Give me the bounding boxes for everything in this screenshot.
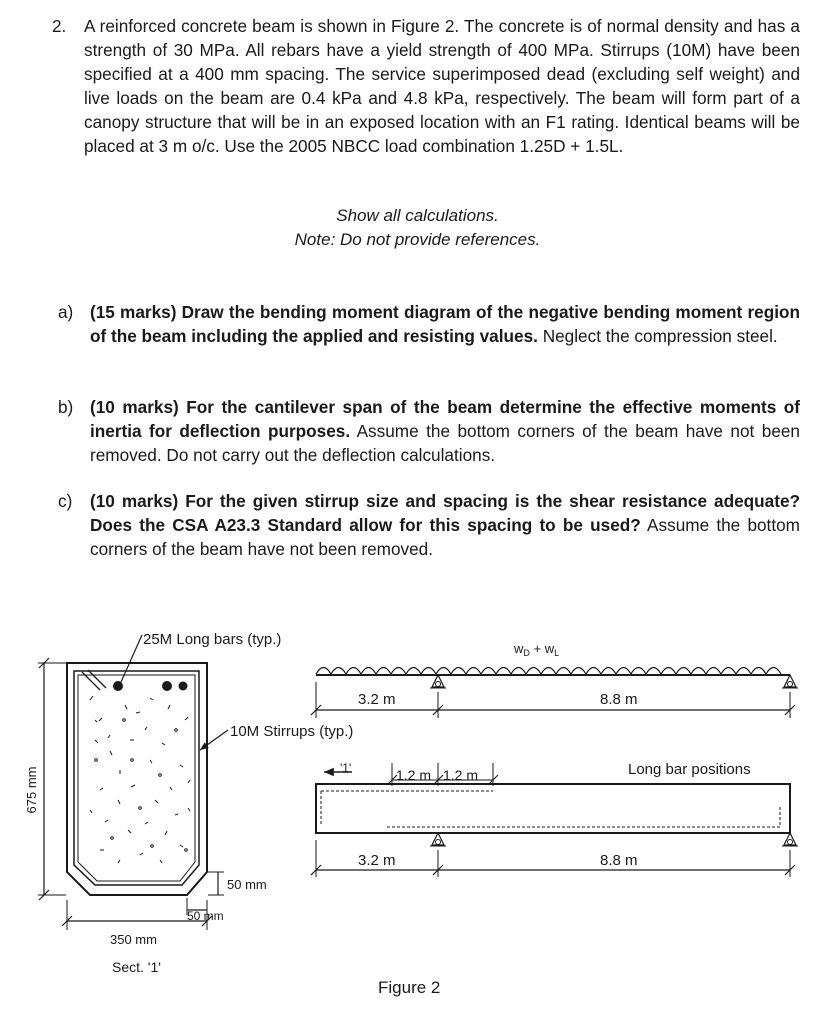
question-text: A reinforced concrete beam is shown in Figure 2. The concrete is of normal density and has a strength of 30 MPa. All rebars have a yield strength of 400 MPa. Stirrups (10M) have been specified at a 400 mm spacing. The service superimposed dead (excluding self weight) and live loads on the beam are 0.4 kPa and 4.8 kPa, respectively. The beam will form part of a canopy structure that will be in an exposed location with an F1 rating. Identical beams will be placed at 3 m o/c. Use the 2005 NBCC load combination 1.25D + 1.5L. <box>84 16 800 156</box>
bottom-long-bars <box>387 806 780 827</box>
chamfer-v-label: 50 mm <box>227 877 267 892</box>
span-right-label: 8.8 m <box>600 691 638 708</box>
instruction-no-references: Note: Do not provide references. <box>294 230 541 249</box>
stirrup <box>74 671 199 885</box>
long-bars-label: 25M Long bars (typ.) <box>143 631 282 648</box>
long-bar <box>114 682 123 691</box>
load-label-plus: + w <box>529 641 555 656</box>
load-label <box>513 641 559 658</box>
part-bold-text: (10 marks) For the cantilever span of the beam determine the effective moments of inertia for deflection purposes. <box>90 397 800 441</box>
section-outline <box>67 663 207 895</box>
section-cut-label: '1' <box>340 761 352 775</box>
section-name: Sect. '1' <box>112 959 161 975</box>
chamfer-h-label: 50 mm <box>187 909 224 923</box>
bar-positions-label: Long bar positions <box>628 761 751 778</box>
span-left-label: 3.2 m <box>358 691 396 708</box>
part-rest-text: Assume the bottom corners of the beam have not been removed. <box>90 515 800 559</box>
long-bar <box>179 682 187 690</box>
figure-caption: Figure 2 <box>378 978 441 997</box>
part-rest-text: Neglect the compression steel. <box>537 326 778 346</box>
part-label: b) <box>58 397 74 417</box>
load-label-d: D <box>523 648 530 658</box>
part-rest-text: Assume the bottom corners of the beam have not been removed. Do not carry out the deflection calculations. <box>90 421 800 465</box>
aggregate-texture <box>90 696 190 863</box>
cross-section <box>38 635 228 930</box>
bar-dim-1-label: 1.2 m <box>396 767 432 783</box>
stirrups-label: 10M Stirrups (typ.) <box>230 723 354 740</box>
height-label: 675 mm <box>24 766 39 814</box>
width-label: 350 mm <box>110 932 157 947</box>
part-label: c) <box>58 491 73 511</box>
stirrups-leader <box>200 730 228 750</box>
load-label-l: L <box>554 648 560 658</box>
part-bold-text: (15 marks) Draw the bending moment diagram of the negative bending moment region of the beam including the applied and resisting values. <box>90 302 800 346</box>
bar-dim-2-label: 1.2 m <box>443 767 479 783</box>
long-bar <box>163 682 172 691</box>
load-label-w: w <box>514 641 524 656</box>
part-label: a) <box>58 302 74 322</box>
part-bold-text: (10 marks) For the given stirrup size and spacing is the shear resistance adequate? Does the CSA A23.3 Standard allow for this spacing to be used? <box>90 491 800 535</box>
span-left-lower-label: 3.2 m <box>358 852 396 869</box>
question-number: 2. <box>52 16 67 36</box>
span-right-lower-label: 8.8 m <box>600 852 638 869</box>
distributed-load <box>316 668 781 675</box>
instruction-show-calculations: Show all calculations. <box>336 206 499 225</box>
